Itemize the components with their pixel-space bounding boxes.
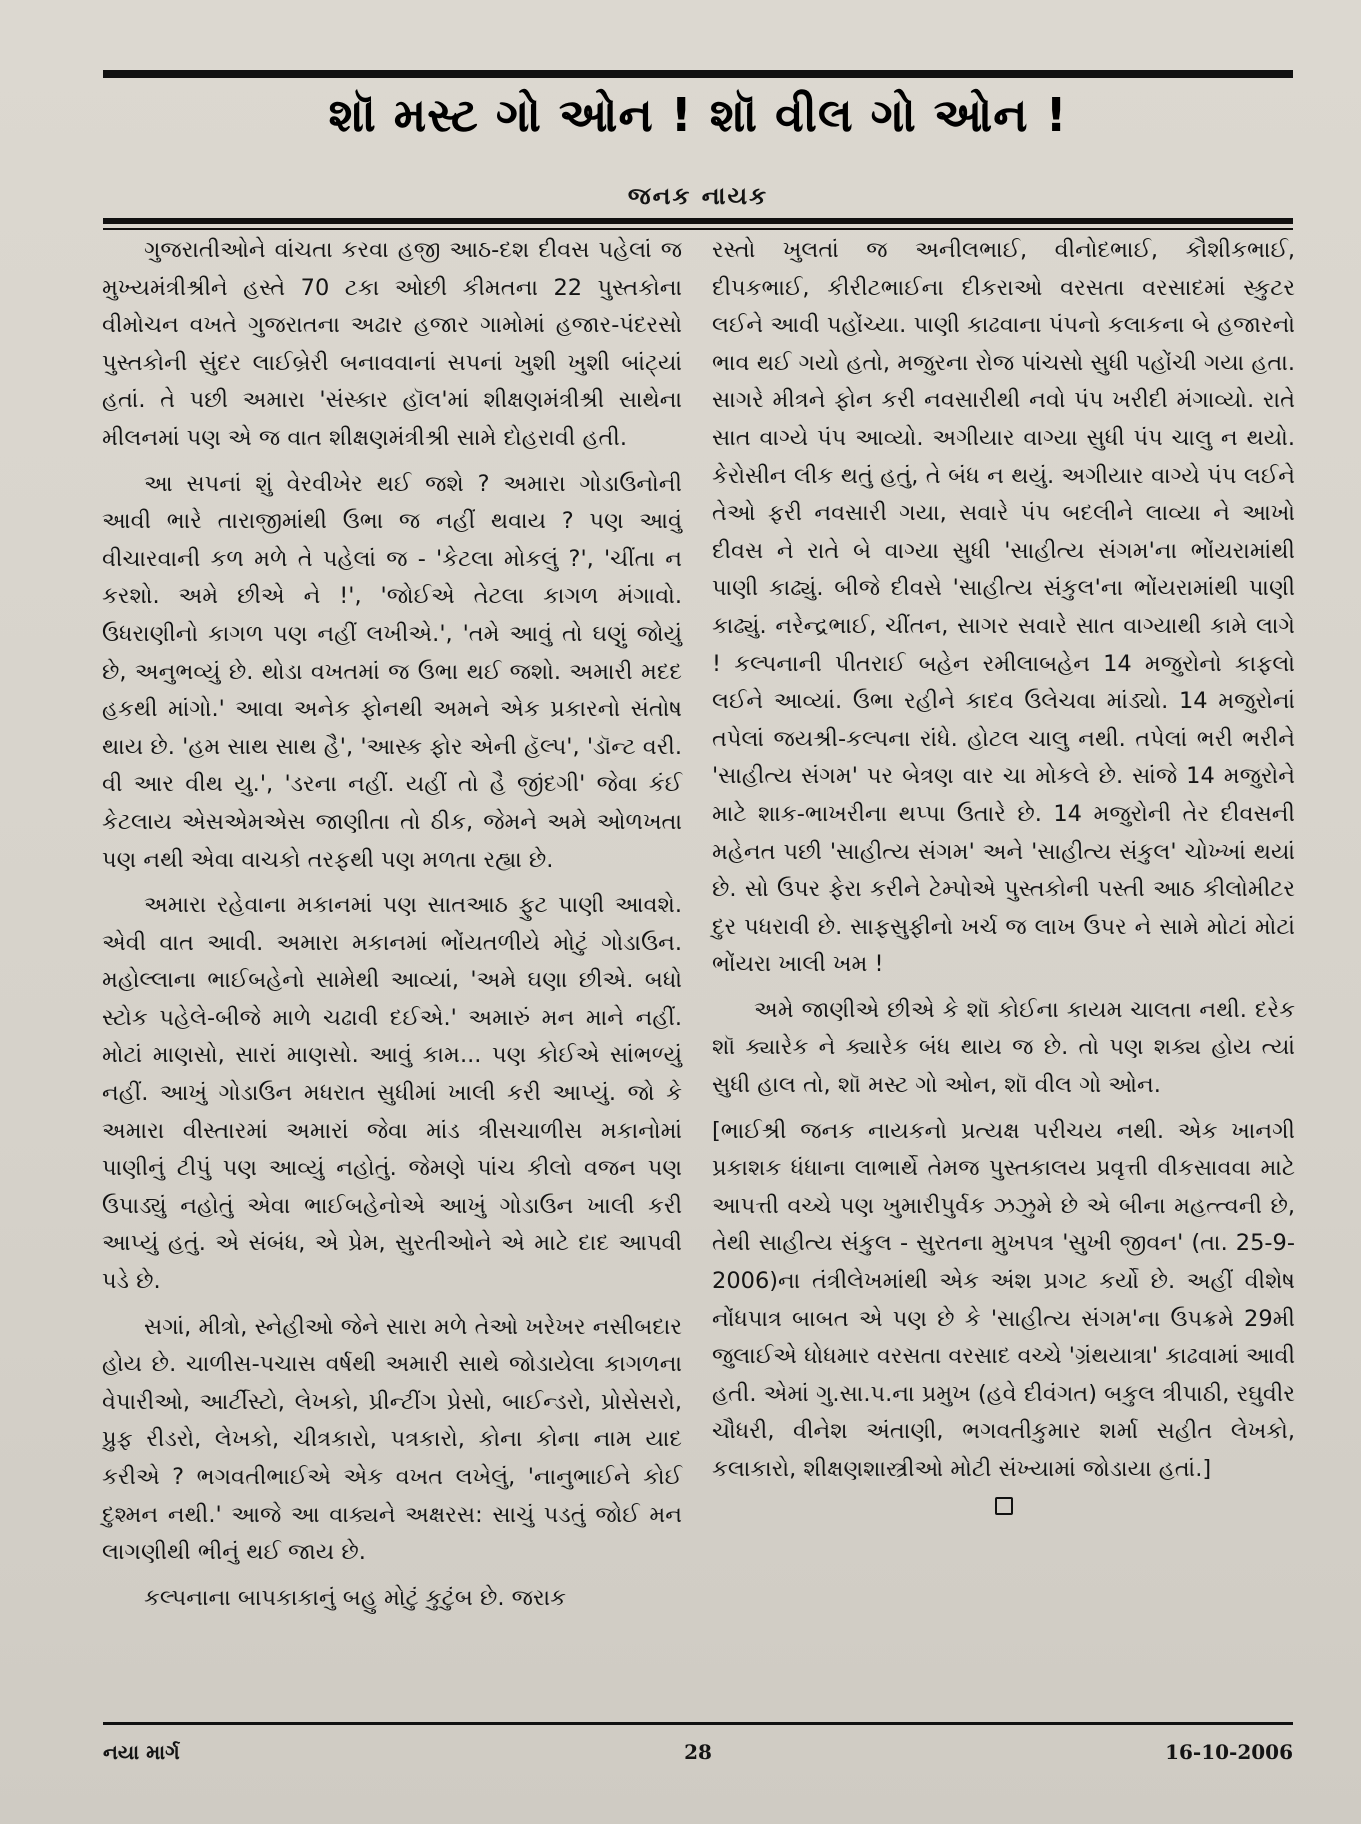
paragraph: સગાં, મીત્રો, સ્નેહીઓ જેને સારા મળે તેઓ ખરેખર નસીબદાર હોય છે. ચાળીસ-પચાસ વર્ષથી અમારી સાથે જોડાયેલા કાગળના વેપારીઓ, આર્ટીસ્ટો, લેખકો, પ્રીન્ટીંગ પ્રેસો, બાઈન્ડરો, પ્રોસેસરો, પ્રુફ રીડરો, લેખકો, ચીત્રકારો, પત્રકારો, કોના કોના નામ યાદ કરીએ ? ભગવતીભાઈએ એક વખત લખેલું, 'નાનુભાઈને કોઈ દુશ્મન નથી.' આજે આ વાક્યને અક્ષરસ: સાચું પડતું જોઈ મન લાગણીથી ભીનું થઈ જાય છે. (102, 1313, 682, 1566)
issue-date: 16-10-2006 (1165, 1740, 1293, 1764)
page-number: 28 (684, 1740, 712, 1764)
article-column-right (712, 232, 1295, 1515)
end-of-article-icon (995, 1497, 1013, 1515)
paragraph: અમારા રહેવાના મકાનમાં પણ સાતઆઠ ફુટ પાણી આવશે. એવી વાત આવી. અમારા મકાનમાં ભોંયતળીયે મોટું ગોડાઉન. મહોલ્લાના ભાઈબહેનો સામેથી આવ્યાં, 'અમે ઘણા છીએ. બધો સ્ટોક પહેલે-બીજે માળે ચઢાવી દઈએ.' અમારું મન માને નહીં. મોટાં માણસો, સારાં માણસો. આવું કામ... પણ કોઈએ સાંભળ્યું નહીં. આખું ગોડાઉન મધરાત સુધીમાં ખાલી કરી આપ્યું. જો કે અમારા વીસ્તારમાં અમારાં જેવા માંડ ત્રીસચાળીસ મકાનોમાં પાણીનું ટીપું પણ આવ્યું નહોતું. જેમણે પાંચ કીલો વજન પણ ઉપાડ્યું નહોતું એવા ભાઈબહેનોએ આખું ગોડાઉન ખાલી કરી આપ્યું હતું. એ સંબંધ, એ પ્રેમ, સુરતીઓને એ માટે દાદ આપવી પડે છે. (102, 892, 682, 1295)
paragraph: ગુજરાતીઓને વાંચતા કરવા હજી આઠ-દશ દીવસ પહેલાં જ મુખ્યમંત્રીશ્રીને હસ્તે 70 ટકા ઓછી કીમતના 22 પુસ્તકોના વીમોચન વખતે ગુજરાતના અઢાર હજાર ગામોમાં હજાર-પંદરસો પુસ્તકોની સુંદર લાઈબ્રેરી બનાવવાનાં સપનાં ખુશી ખુશી બાંટ્યાં હતાં. તે પછી અમારા 'સંસ્કાર હૉલ'માં શીક્ષણમંત્રીશ્રી સાથેના મીલનમાં પણ એ જ વાત શીક્ષણમંત્રીશ્રી સામે દોહરાવી હતી. (102, 237, 682, 451)
paragraph: રસ્તો ખુલતાં જ અનીલભાઈ, વીનોદભાઈ, કૌશીકભાઈ, દીપકભાઈ, કીરીટભાઈના દીકરાઓ વરસતા વરસાદમાં સ્કુટર લઈને આવી પહોંચ્યા. પાણી કાઢવાના પંપનો કલાકના બે હજારનો ભાવ થઈ ગયો હતો, મજુરના રોજ પાંચસો સુધી પહોંચી ગયા હતા. સાગરે મીત્રને ફોન કરી નવસારીથી નવો પંપ ખરીદી મંગાવ્યો. રાતે સાત વાગ્યે પંપ આવ્યો. અગીયાર વાગ્યા સુધી પંપ ચાલુ ન થયો. કેરોસીન લીક થતું હતું, તે બંધ ન થયું. અગીયાર વાગ્યે પંપ લઈને તેઓ ફરી નવસારી ગયા, સવારે પંપ બદલીને લાવ્યા ને આખો દીવસ ને રાતે બે વાગ્યા સુધી 'સાહીત્ય સંગમ'ના ભોંયરામાંથી પાણી કાઢ્યું. બીજે દીવસે 'સાહીત્ય સંકુલ'ના ભોંયરામાંથી પાણી કાઢ્યું. નરેન્દ્રભાઈ, ચીંતન, સાગર સવારે સાત વાગ્યાથી કામે લાગે ! કલ્પનાની પીતરાઈ બહેન રમીલાબહેન 14 મજુરોનો કાફલો લઈને આવ્યાં. ઉભા રહીને કાદવ ઉલેચવા માંડ્યો. 14 મજુરોનાં તપેલાં જયશ્રી-કલ્પના રાંધે. હોટલ ચાલુ નથી. તપેલાં ભરી ભરીને 'સાહીત્ય સંગમ' પર બેત્રણ વાર ચા મોકલે છે. સાંજે 14 મજુરોને માટે શાક-ભાખરીના થપ્પા ઉતારે છે. 14 મજુરોની તેર દીવસની મહેનત પછી 'સાહીત્ય સંગમ' અને 'સાહીત્ય સંકુલ' ચોખ્ખાં થયાં છે. સો ઉપર ફેરા કરીને ટેમ્પોએ પુસ્તકોની પસ્તી આઠ કીલોમીટર દુર પધરાવી છે. સાફસુફીનો ખર્ચ જ લાખ ઉપર ને સામે મોટાં મોટાં ભોંયરા ખાલી ખમ ! (712, 237, 1295, 978)
footer-rule (103, 1722, 1293, 1725)
page-footer (103, 1740, 1293, 1770)
top-rule (103, 70, 1293, 78)
paragraph: આ સપનાં શું વેરવીખેર થઈ જશે ? અમારા ગોડાઉનોની આવી ભારે તારાજીમાંથી ઉભા જ નહીં થવાય ? પણ આવું વીચારવાની કળ મળે તે પહેલાં જ - 'કેટલા મોકલું ?', 'ચીંતા ન કરશો. અમે છીએ ને !', 'જોઈએ તેટલા કાગળ મંગાવો. ઉધરાણીનો કાગળ પણ નહીં લખીએ.', 'તમે આવું તો ઘણું જોયું છે, અનુભવ્યું છે. થોડા વખતમાં જ ઉભા થઈ જશો. અમારી મદદ હકથી માંગો.' આવા અનેક ફોનથી અમને એક પ્રકારનો સંતોષ થાય છે. 'હમ સાથ સાથ હૈ', 'આસ્ક ફોર એની હૅલ્પ', 'ડૉન્ટ વરી. વી આર વીથ યુ.', 'ડરના નહીં. યહીં તો હૈ જીંદગી' જેવા કંઈ કેટલાય એસએમએસ જાણીતા તો ઠીક, જેમને અમે ઓળખતા પણ નથી એવા વાચકો તરફથી પણ મળતા રહ્યા છે. (102, 470, 682, 873)
title-rule-thin (103, 228, 1293, 230)
article-column-left (102, 232, 682, 1625)
magazine-name: નયા માર્ગ (103, 1740, 180, 1764)
editor-note: [ભાઈશ્રી જનક નાયકનો પ્રત્યક્ષ પરીચય નથી. એક ખાનગી પ્રકાશક ધંધાના લાભાર્થે તેમજ પુસ્તકાલય પ્રવૃત્તી વીકસાવવા માટે આપત્તી વચ્ચે પણ ખુમારીપુર્વક ઝઝુમે છે એ બીના મહત્ત્વની છે, તેથી સાહીત્ય સંકુલ - સુરતના મુખપત્ર 'સુખી જીવન' (તા. 25-9-2006)ના તંત્રીલેખમાંથી એક અંશ પ્રગટ કર્યો છે. અહીં વીશેષ નોંધપાત્ર બાબત એ પણ છે કે 'સાહીત્ય સંગમ'ના ઉપક્રમે 29મી જુલાઈએ ધોધમાર વરસતા વરસાદ વચ્ચે 'ગ્રંથયાત્રા' કાઢવામાં આવી હતી. એમાં ગુ.સા.પ.ના પ્રમુખ (હવે દીવંગત) બકુલ ત્રીપાઠી, રઘુવીર ચૌધરી, વીનેશ અંતાણી, ભગવતીકુમાર શર્મા સહીત લેખકો, કલાકારો, શીક્ષણશાસ્ત્રીઓ મોટી સંખ્યામાં જોડાયા હતાં.] (712, 1117, 1295, 1482)
paragraph: કલ્પનાના બાપકાકાનું બહુ મોટું કુટુંબ છે. જરાક (144, 1584, 566, 1611)
paragraph: અમે જાણીએ છીએ કે શૉ કોઈના કાયમ ચાલતા નથી. દરેક શૉ ક્યારેક ને ક્યારેક બંધ થાય જ છે. તો પણ શક્ય હોય ત્યાં સુધી હાલ તો, શૉ મસ્ટ ગો ઓન, શૉ વીલ ગો ઓન. (712, 996, 1295, 1099)
article-title: શૉ મસ્ટ ગો ઓન ! શૉ વીલ ગો ઓન ! (328, 88, 1068, 142)
author-byline: જનક નાયક (627, 182, 769, 210)
title-rule (103, 218, 1293, 224)
